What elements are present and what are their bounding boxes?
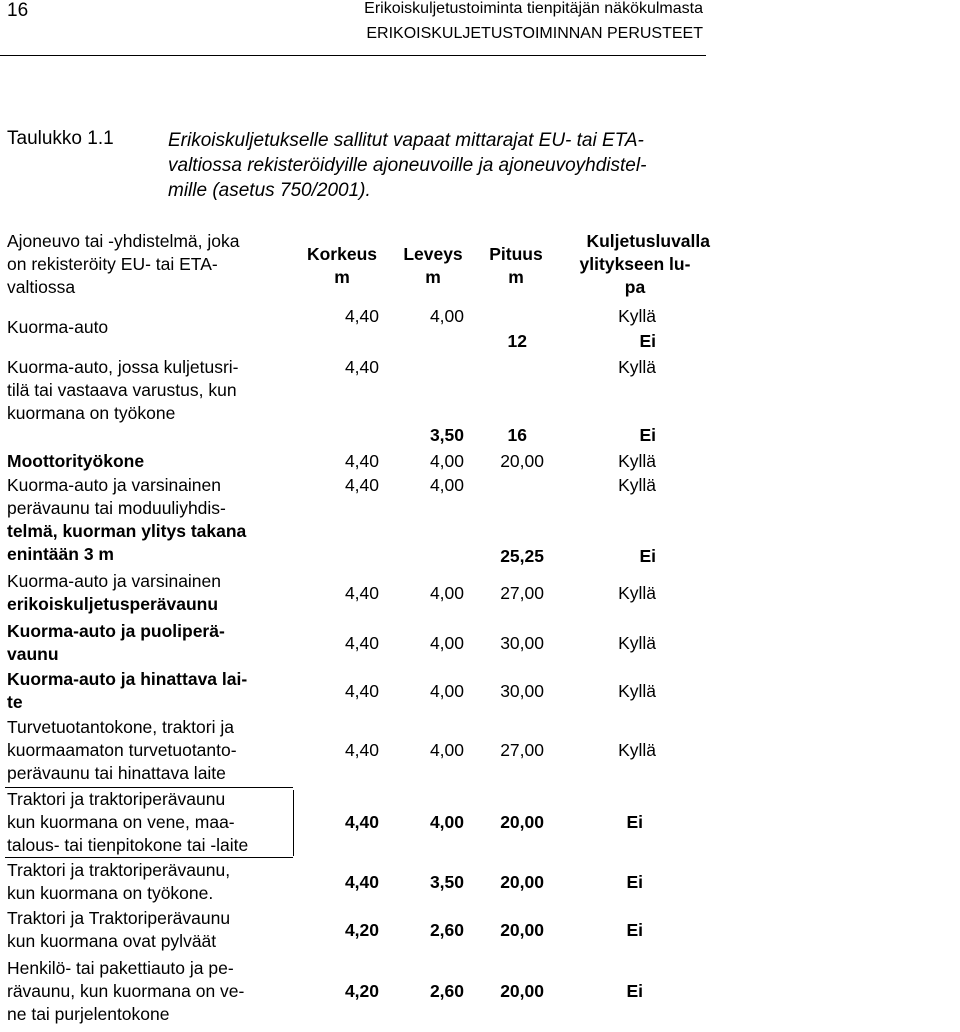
header-pituus (478, 243, 554, 289)
row-korkeus: 4,40 (344, 583, 379, 603)
header-pituus-label: Pituus (489, 244, 543, 264)
row-pituus: 20,00 (500, 872, 544, 892)
row-korkeus: 4,40 (344, 306, 379, 326)
row-vehicle-line: Traktori ja traktoriperävaunu, (7, 860, 231, 880)
row-leveys: 3,50 (429, 872, 464, 892)
row-lupa: Kyllä (618, 475, 656, 495)
row-lupa: Kyllä (618, 681, 656, 701)
row-pituus: 16 (507, 425, 527, 445)
row-korkeus: 4,40 (344, 451, 379, 471)
row-lupa: Ei (639, 546, 656, 566)
header-korkeus-unit: m (334, 267, 350, 287)
row-leveys: 4,00 (429, 451, 464, 471)
header-pituus-unit: m (508, 267, 524, 287)
row-vehicle-line: Traktori ja Traktoriperävaunu (7, 908, 231, 928)
row-vehicle (7, 716, 237, 785)
header-leveys (390, 243, 476, 289)
header-vehicle (7, 230, 239, 299)
row-korkeus: 4,20 (344, 920, 379, 940)
header-rule (0, 55, 706, 56)
row-vehicle-line: Kuorma-auto ja puoliperä- (7, 621, 225, 641)
row-vehicle-line: kun kuormana on vene, maa- (7, 812, 235, 832)
row-pituus: 20,00 (500, 920, 544, 940)
header-vehicle-line: Ajoneuvo tai -yhdistelmä, joka (7, 231, 240, 251)
row-lupa: Ei (639, 331, 656, 351)
row-korkeus: 4,40 (344, 357, 379, 377)
row-lupa: Kyllä (618, 306, 656, 326)
row-vehicle-line: enintään 3 m (7, 544, 114, 564)
row-leveys: 4,00 (429, 583, 464, 603)
row-vehicle-line: kun kuormana ovat pylväät (7, 931, 217, 951)
row-korkeus: 4,40 (344, 812, 379, 832)
row-vehicle (7, 907, 230, 953)
header-vehicle-line: on rekisteröity EU- tai ETA- (7, 254, 218, 274)
row-vehicle-line: telmä, kuorman ylitys takana (7, 521, 247, 541)
row-lupa: Kyllä (618, 633, 656, 653)
row-vehicle (7, 668, 247, 714)
table-label: Taulukko 1.1 (7, 128, 114, 149)
row-leveys: 2,60 (429, 920, 464, 940)
row-pituus: 25,25 (500, 546, 544, 566)
row-leveys: 4,00 (429, 681, 464, 701)
row-korkeus: 4,40 (344, 681, 379, 701)
row-vehicle (7, 474, 246, 566)
row-vehicle-line: tilä tai vastaava varustus, kun (7, 380, 237, 400)
row-vehicle: Moottorityökone (7, 451, 145, 471)
row-vehicle-line: rävaunu, kun kuormana on ve- (7, 981, 245, 1001)
row-vehicle (7, 356, 238, 425)
row-vehicle-line: kuormaamaton turvetuotanto- (7, 740, 237, 760)
row-divider (5, 857, 293, 858)
header-lupa-line: ylitykseen lu- (579, 254, 691, 274)
row-leveys: 4,00 (429, 306, 464, 326)
row-pituus: 27,00 (500, 583, 544, 603)
header-lupa (560, 230, 710, 299)
row-vehicle (7, 570, 221, 616)
running-header-subtitle: ERIKOISKULJETUSTOIMINNAN PERUSTEET (366, 25, 703, 42)
row-vehicle-line: vaunu (7, 644, 59, 664)
header-lupa-line: pa (624, 277, 646, 297)
row-vehicle (7, 788, 248, 857)
row-vehicle-line: te (7, 692, 23, 712)
row-lupa: Ei (639, 425, 656, 445)
row-lupa: Ei (626, 920, 643, 940)
header-korkeus (298, 243, 386, 289)
row-lupa: Ei (626, 981, 643, 1001)
row-vehicle-line: kuormana on työkone (7, 403, 176, 423)
row-pituus: 20,00 (500, 812, 544, 832)
row-korkeus: 4,40 (344, 872, 379, 892)
row-pituus: 20,00 (500, 451, 544, 471)
caption-line: valtiossa rekisteröidyille ajoneuvoille ja ajoneuvoyhdistel- (168, 155, 647, 176)
row-lupa: Kyllä (618, 740, 656, 760)
row-vehicle-line: erikoiskuljetusperävaunu (7, 594, 219, 614)
row-korkeus: 4,40 (344, 475, 379, 495)
caption-line: mille (asetus 750/2001). (168, 180, 371, 201)
header-lupa-line: Kuljetusluvalla (586, 231, 710, 251)
row-lupa: Kyllä (618, 583, 656, 603)
header-leveys-label: Leveys (403, 244, 463, 264)
row-pituus: 27,00 (500, 740, 544, 760)
row-pituus: 30,00 (500, 633, 544, 653)
row-leveys: 4,00 (429, 633, 464, 653)
row-vehicle-line: talous- tai tienpitokone tai -laite (7, 835, 249, 855)
row-vehicle-line: Kuorma-auto ja hinattava lai- (7, 669, 248, 689)
row-leveys: 2,60 (429, 981, 464, 1001)
row-leveys: 3,50 (429, 425, 464, 445)
row-vehicle-line: Traktori ja traktoriperävaunu (7, 789, 226, 809)
row-lupa: Kyllä (618, 357, 656, 377)
row-vehicle (7, 859, 230, 905)
row-leveys: 4,00 (429, 812, 464, 832)
row-lupa: Ei (626, 812, 643, 832)
row-korkeus: 4,40 (344, 740, 379, 760)
row-vehicle-line: Kuorma-auto ja varsinainen (7, 571, 222, 591)
caption-line: Erikoiskuljetukselle sallitut vapaat mittarajat EU- tai ETA- (168, 130, 644, 151)
row-leveys: 4,00 (429, 740, 464, 760)
row-vehicle (7, 957, 244, 1026)
row-leveys: 4,00 (429, 475, 464, 495)
row-lupa: Kyllä (618, 451, 656, 471)
row-lupa: Ei (626, 872, 643, 892)
row-vehicle-line: kun kuormana on työkone. (7, 883, 214, 903)
row-korkeus: 4,20 (344, 981, 379, 1001)
page-number: 16 (7, 0, 29, 21)
header-vehicle-line: valtiossa (7, 277, 76, 297)
table-caption (168, 128, 728, 203)
row-vehicle (7, 620, 225, 666)
running-header-title: Erikoiskuljetustoiminta tienpitäjän näkökulmasta (364, 0, 703, 17)
row-vehicle-line: perävaunu tai hinattava laite (7, 763, 226, 783)
row-pituus: 30,00 (500, 681, 544, 701)
row-vehicle-line: perävaunu tai moduuliyhdis- (7, 498, 226, 518)
row-korkeus: 4,40 (344, 633, 379, 653)
row-vehicle-line: Kuorma-auto, jossa kuljetusri- (7, 357, 239, 377)
row-vehicle-line: Henkilö- tai pakettiauto ja pe- (7, 958, 234, 978)
column-divider (293, 790, 294, 856)
row-vehicle: Kuorma-auto (7, 317, 109, 337)
row-vehicle-line: Turvetuotantokone, traktori ja (7, 717, 234, 737)
header-leveys-unit: m (425, 267, 441, 287)
row-vehicle-line: ne tai purjelentokone (7, 1004, 170, 1024)
row-pituus: 12 (507, 331, 527, 351)
row-pituus: 20,00 (500, 981, 544, 1001)
row-vehicle-line: Kuorma-auto ja varsinainen (7, 475, 222, 495)
header-korkeus-label: Korkeus (306, 244, 378, 264)
